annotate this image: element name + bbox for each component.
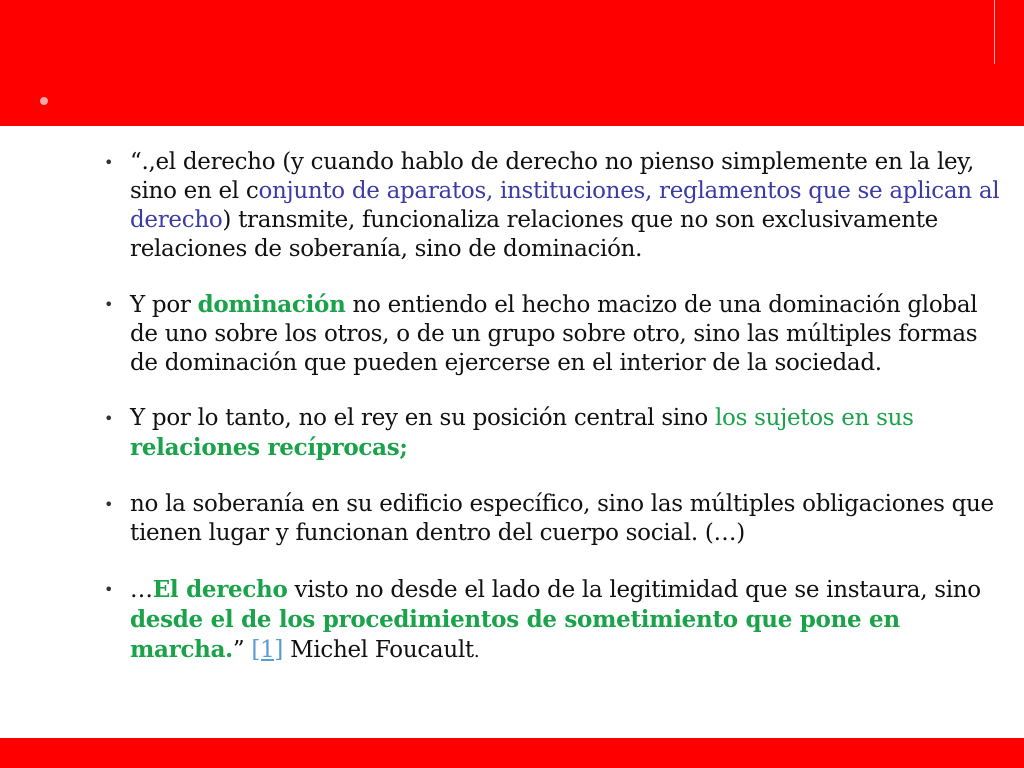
author-period: . — [473, 641, 480, 662]
bullet-1-text-b: onjunto de aparatos, instituciones, reglamentos que se aplican al derecho — [130, 178, 1000, 233]
bullet-5 — [98, 575, 1003, 666]
bullet-5-text-a: … — [130, 577, 153, 603]
bullet-2-text-b: dominación — [197, 291, 346, 318]
header-band — [0, 0, 1024, 126]
bullet-icon: • — [104, 153, 114, 172]
bullet-3 — [98, 404, 1003, 463]
bullet-5-text-c: visto no desde el lado de la legitimidad que se instaura, sino — [287, 577, 981, 603]
bullet-5-text-b: El derecho — [152, 576, 288, 603]
footer-band — [0, 738, 1024, 768]
bullet-4 — [98, 490, 1003, 548]
bullet-2-text-a: Y por — [130, 292, 198, 318]
bullet-4-text: no la soberanía en su edificio específico, sino las múltiples obligaciones que tienen lugar y funcionan dentro del cuerpo social. (…) — [130, 491, 994, 546]
title-bullet-icon — [40, 97, 48, 105]
bullet-icon: • — [104, 295, 114, 314]
slide-content — [98, 148, 1003, 666]
bullet-2 — [98, 290, 1003, 378]
bullet-3-text-c: relaciones recíprocas; — [130, 434, 408, 461]
bullet-3-text-b: los sujetos en sus — [714, 405, 914, 431]
bullet-icon: • — [104, 580, 114, 599]
footnote-link[interactable]: [1] — [251, 637, 284, 663]
bullet-icon: • — [104, 495, 114, 514]
author-name: Michel Foucault — [283, 637, 474, 663]
bullet-5-text-d: desde el de los procedimientos de sometimiento que pone en marcha. — [130, 606, 900, 663]
bullet-3-text-a: Y por lo tanto, no el rey en su posición central sino — [130, 405, 715, 431]
bullet-5-quote: ” — [232, 637, 252, 663]
bullet-1-text-c: ) transmite, funcionaliza relaciones que no son exclusivamente relaciones de soberanía, sino de dominación. — [130, 207, 938, 262]
bullet-1-text-a: “.,el derecho (y cuando hablo de derecho no pienso simplemente en la ley, sino en el c — [130, 149, 974, 204]
header-divider — [994, 0, 995, 64]
bullet-2-text-c: no entiendo el hecho macizo de una dominación global de uno sobre los otros, o de un grupo sobre otro, sino las múltiples formas de dominación que pueden ejercerse en el interior de la sociedad. — [130, 292, 978, 376]
bullet-icon: • — [104, 409, 114, 428]
bullet-1 — [98, 148, 1003, 264]
